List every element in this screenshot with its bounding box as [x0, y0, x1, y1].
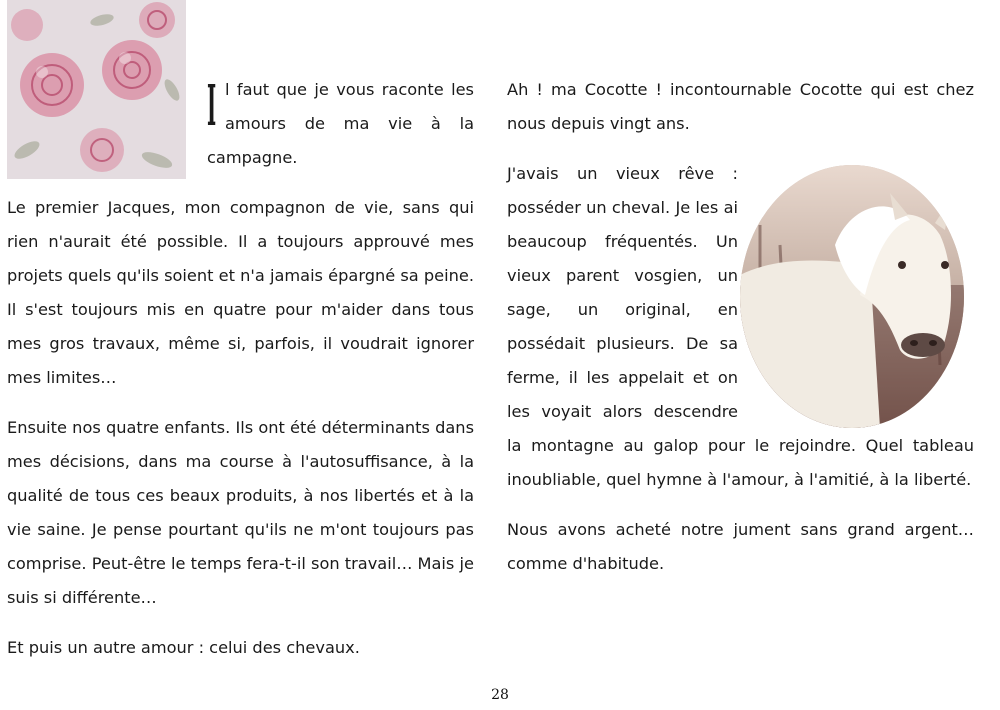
left-column	[7, 0, 474, 665]
drop-cap: I	[207, 73, 217, 139]
intro-paragraph: Il faut que je vous raconte les amours de ma vie à la campagne.	[207, 73, 474, 167]
horses-paragraph: Et puis un autre amour : celui des chevaux.	[7, 638, 360, 657]
horse-photo	[740, 165, 964, 428]
dream-paragraph: J'avais un vieux rêve : posséder un cheval. Je les ai beaucoup fréquentés. Un vieux parent vosgien, un sage, un original, en possédait plusieurs. De sa ferme, il les appelait et on les voyait alors descendre la montagne au galop pour le rejoindre. Quel tableau inoubliable, quel hymne à l'amour, à l'amitié, à la liberté.	[507, 164, 974, 489]
mare-paragraph: Nous avons acheté notre jument sans grand argent… comme d'habitude.	[507, 520, 974, 573]
children-paragraph: Ensuite nos quatre enfants. Ils ont été déterminants dans mes décisions, dans ma course à l'autosuffisance, à la qualité de tous ces beaux produits, à nos libertés et à la vie saine. Je pense pourtant qu'ils ne m'ont toujours pas comprise. Peut-être le temps fera-t-il son travail… Mais je suis si différente…	[7, 418, 474, 607]
cocotte-paragraph: Ah ! ma Cocotte ! incontournable Cocotte qui est chez nous depuis vingt ans.	[507, 80, 974, 133]
page-number: 28	[491, 687, 509, 703]
jacques-paragraph: Le premier Jacques, mon compagnon de vie, sans qui rien n'aurait été possible. Il a toujours approuvé mes projets quels qu'ils soient et n'a jamais épargné sa peine. Il s'est toujours mis en quatre pour m'aider dans tous mes gros travaux, même si, parfois, il voudrait ignorer mes limites…	[7, 198, 474, 387]
